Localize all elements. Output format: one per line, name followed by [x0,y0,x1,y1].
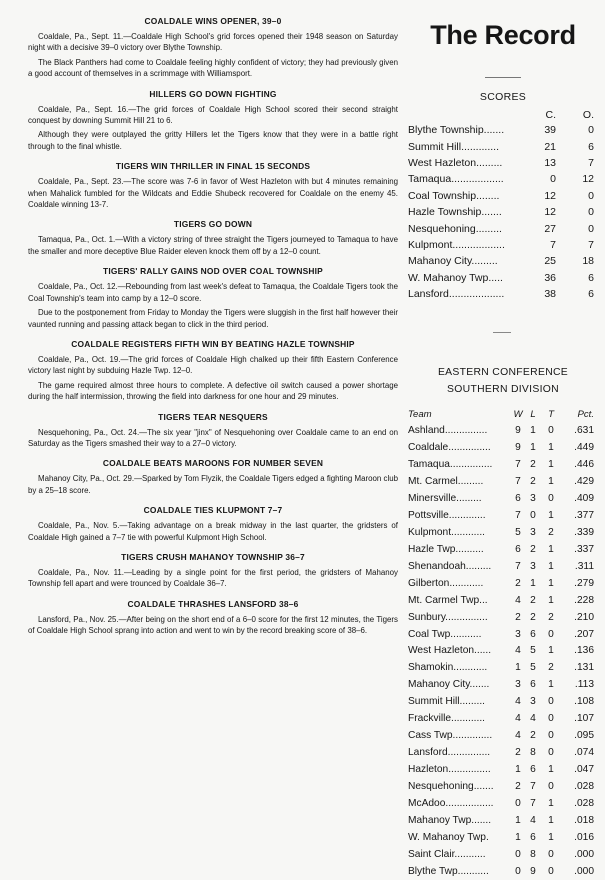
standings-ties: 1 [548,577,554,589]
standings-wins: 3 [515,628,521,640]
score-row [408,286,598,302]
standings-team: Sunbury............... [408,611,488,623]
standings-team: Lansford............... [408,747,491,759]
standings-row [408,626,598,643]
standings-team: Hazleton............... [408,764,491,776]
score-team: Mahanoy City......... [408,255,498,268]
standings-row [408,642,598,659]
standings-pct: .136 [574,645,594,657]
article-paragraph: Coaldale, Pa., Oct. 12.—Rebounding from last week's defeat to Tamaqua, the Coaldale Tigers took the Coal Township's team into camp by a 12–0 score. [28,282,398,303]
standings-ties: 2 [548,662,554,674]
standings-wins: 0 [515,797,521,809]
score-opponent: 6 [588,288,594,301]
scores-header-row [408,109,598,122]
standings-ties: 1 [548,543,554,555]
standings-pct: .446 [574,459,594,471]
standings-ties: 0 [548,865,554,877]
standings-team: West Hazleton...... [408,645,492,657]
article-headline: COALDALE THRASHES LANSFORD 38–6 [127,598,299,609]
standings-team: Coal Twp........... [408,628,482,640]
standings-ties: 0 [548,628,554,640]
article-paragraph: Due to the postponement from Friday to Monday the Tigers were sluggish in the first half however their vaunted running and passing attack began to click in the third period. [28,308,398,329]
article [28,219,398,257]
standings-ties: 2 [548,611,554,623]
standings-row [408,846,598,863]
standings-pct: .377 [574,509,594,521]
score-opponent: 18 [582,255,594,268]
standings-row [408,710,598,727]
standings-losses: 6 [530,679,536,691]
standings-row [408,744,598,761]
standings-ties: 1 [548,476,554,488]
standings-row [408,778,598,795]
article-paragraph: The game required almost three hours to complete. A defective oil switch caused a power shortage during the half intermission, throwing the field into darkness for one hour and 29 minutes. [28,380,398,402]
score-row [408,155,598,171]
standings-ties: 0 [548,425,554,437]
standings-pct: .449 [574,442,594,454]
score-opponent: 0 [588,189,594,202]
standings-table [408,422,598,879]
article-paragraph: Coaldale, Pa., Sept. 11.—Coaldale High School's grid forces opened their 1948 season on Saturday night with a decisive 39–0 victory over Blythe Township. [28,32,398,53]
score-team: Nesquehoning......... [408,222,502,235]
standings-row [408,439,598,456]
score-coaldale: 21 [544,140,556,153]
standings-team: McAdoo................. [408,797,494,809]
standings-team: Frackville............ [408,713,485,725]
score-coaldale: 39 [544,124,556,137]
standings-losses: 3 [530,560,536,572]
standings-losses: 1 [530,442,536,454]
standings-wins: 6 [515,543,521,555]
article-paragraph: Coaldale, Pa., Oct. 19.—The grid forces of Coaldale High chalked up their fifth Eastern Conference victory last night by subduing Hazle Twp. 12–0. [28,354,398,376]
standings-pct: .047 [574,764,594,776]
article-paragraph: The Black Panthers had come to Coaldale feeling highly confident of victory; they had previously given a good account of themselves in a scrimmage with Williamsport. [28,57,398,79]
standings-header-row [408,409,598,422]
scores-o-header: O. [582,109,594,121]
standings-team: Tamaqua............... [408,459,493,471]
standings-losses: 8 [530,848,536,860]
standings-pct: .228 [574,594,594,606]
standings-row [408,541,598,558]
article [28,16,398,80]
score-opponent: 6 [588,271,594,284]
standings-wins: 2 [515,780,521,792]
standings-pct: .000 [574,848,594,860]
standings-losses: 0 [530,509,536,521]
article-paragraph: Coaldale, Pa., Nov. 11.—Leading by a single point for the first period, the gridsters of Mahanoy Township fell apart and were trounced by Coaldale 36–7. [28,567,398,589]
standings-losses: 2 [530,730,536,742]
article-headline: TIGERS WIN THRILLER IN FINAL 15 SECONDS [115,161,311,172]
standings-team: Mahanoy City....... [408,679,490,691]
score-team: Summit Hill............. [408,140,500,153]
standings-wins: 4 [515,594,521,606]
article-paragraph: Coaldale, Pa., Sept. 23.—The score was 7-6 in favor of West Hazleton with but 4 minutes remaining when Mahalick fumbled for the Wildcats and Eddie Shubeck recovered for Coaldale on the enemy 45. Coaldale winning 13-7. [28,177,398,210]
standings-pct: .018 [574,814,594,826]
article-headline: COALDALE BEATS MAROONS FOR NUMBER SEVEN [102,458,324,469]
standings-ties: 1 [548,594,554,606]
standings-pct: .337 [574,543,594,555]
standings-wins: 2 [515,611,521,623]
article [28,412,398,450]
standings-wins: 5 [515,526,521,538]
score-team: W. Mahanoy Twp..... [408,271,503,284]
score-opponent: 6 [588,140,594,153]
standings-ties: 0 [548,713,554,725]
standings-pct: .207 [574,628,594,640]
score-team: Blythe Township....... [408,124,505,137]
article-headline: TIGERS CRUSH MAHANOY TOWNSHIP 36–7 [121,551,305,562]
article [28,339,398,403]
score-row [408,220,598,236]
score-opponent: 7 [588,156,594,169]
article-paragraph: Tamaqua, Pa., Oct. 1.—With a victory string of three straight the Tigers journeyed to Tamaqua to have the smaller and more deceptive Blue Raider eleven knock them off by a 12–0 count. [28,235,398,256]
article-paragraph: Nesquehoning, Pa., Oct. 24.—The six year "jinx" of Nesquehoning over Coaldale came to an end on Saturday as the Tigers smashed their way to a 27–0 victory. [28,427,398,448]
standings-team: Minersville......... [408,493,482,505]
score-row [408,188,598,204]
article [28,552,398,590]
standings-pct: .000 [574,865,594,877]
score-coaldale: 13 [544,156,556,169]
standings-pct: .108 [574,696,594,708]
score-coaldale: 12 [544,189,556,202]
standings-team: Mt. Carmel......... [408,476,484,488]
standings-row [408,761,598,778]
score-team: Coal Township........ [408,189,500,202]
standings-losses: 6 [530,764,536,776]
standings-team: Shamokin............ [408,662,488,674]
standings-losses: 7 [530,780,536,792]
standings-losses: 1 [530,425,536,437]
standings-losses: 3 [530,696,536,708]
standings-t-header: T [548,409,554,421]
score-opponent: 0 [588,124,594,137]
standings-row [408,422,598,439]
article-headline: COALDALE WINS OPENER, 39–0 [144,16,282,26]
score-opponent: 7 [588,238,594,251]
standings-team: Mahanoy Twp....... [408,814,492,826]
standings-ties: 1 [548,560,554,572]
standings-row [408,609,598,626]
score-coaldale: 0 [550,173,556,186]
article-headline: TIGERS GO DOWN [173,219,253,230]
standings-pct: .409 [574,493,594,505]
standings-losses: 6 [530,831,536,843]
score-coaldale: 36 [544,271,556,284]
standings-row [408,490,598,507]
score-team: Tamaqua.................. [408,173,504,186]
standings-wins: 7 [515,560,521,572]
score-opponent: 0 [588,206,594,219]
standings-wins: 1 [515,814,521,826]
score-row [408,138,598,154]
standings-losses: 7 [530,797,536,809]
page-title: The Record [430,20,576,50]
score-coaldale: 7 [550,238,556,251]
division-title: SOUTHERN DIVISION [447,384,559,396]
score-row [408,204,598,220]
standings-row [408,592,598,609]
standings-row [408,863,598,880]
standings-losses: 4 [530,713,536,725]
standings-wins: 4 [515,713,521,725]
standings-team: Mt. Carmel Twp... [408,594,488,606]
article-paragraph: Lansford, Pa., Nov. 25.—After being on the short end of a 6–0 score for the first 12 minutes, the Tigers of Coaldale High School sprang into action and went to win by the record breaking score of 38–6. [28,614,398,636]
score-row [408,237,598,253]
standings-pct: .095 [574,730,594,742]
standings-losses: 3 [530,493,536,505]
score-coaldale: 27 [544,222,556,235]
standings-w-header: W [513,409,523,421]
standings-wins: 9 [515,442,521,454]
article-paragraph: Although they were outplayed the gritty Hillers let the Tigers know that they were in a battle right through to the final whistle. [28,130,398,151]
scores-team-header [408,109,532,122]
standings-ties: 0 [548,848,554,860]
standings-team: Kulpmont............ [408,526,486,538]
score-coaldale: 25 [544,255,556,268]
standings-losses: 5 [530,645,536,657]
standings-pct: .339 [574,526,594,538]
standings-row [408,676,598,693]
standings-team: Cass Twp.............. [408,730,493,742]
standings-pct: .028 [574,797,594,809]
article-paragraph: Mahanoy City, Pa., Oct. 29.—Sparked by Tom Flyzik, the Coaldale Tigers edged a fighting Maroon club by a 25–18 score. [28,474,398,495]
article [28,599,398,637]
article [28,458,398,496]
standings-team: Coaldale............... [408,442,491,454]
standings-losses: 3 [530,526,536,538]
standings-pct: .028 [574,780,594,792]
standings-wins: 7 [515,459,521,471]
standings-wins: 2 [515,747,521,759]
article [28,505,398,543]
standings-ties: 0 [548,696,554,708]
standings-ties: 1 [548,459,554,471]
standings-wins: 4 [515,696,521,708]
standings-ties: 1 [548,814,554,826]
standings-row [408,473,598,490]
standings-pct-header: Pct. [577,409,594,421]
article-paragraph: Coaldale, Pa., Nov. 5.—Taking advantage on a break midway in the last quarter, the gridsters of Coaldale High gained a 7–7 tie with powerful Kulpmont High School. [28,521,398,542]
score-row [408,171,598,187]
standings-losses: 2 [530,459,536,471]
standings-wins: 4 [515,730,521,742]
standings-wins: 0 [515,848,521,860]
standings-row [408,524,598,541]
standings-row [408,829,598,846]
standings-losses: 8 [530,747,536,759]
article-headline: TIGERS' RALLY GAINS NOD OVER COAL TOWNSHIP [103,266,323,277]
score-opponent: 0 [588,222,594,235]
score-team: Lansford................... [408,288,505,301]
score-opponent: 12 [582,173,594,186]
score-team: Hazle Township....... [408,206,502,219]
standings-team-header: Team [408,409,432,421]
standings-team: Ashland............... [408,425,488,437]
article-headline: TIGERS TEAR NESQUERS [158,411,268,422]
article-headline: HILLERS GO DOWN FIGHTING [149,88,277,99]
article [28,161,398,210]
standings-team: Summit Hill......... [408,696,485,708]
standings-pct: .107 [574,713,594,725]
standings-pct: .279 [574,577,594,589]
standings-row [408,693,598,710]
article-headline: COALDALE REGISTERS FIFTH WIN BY BEATING HAZLE TOWNSHIP [71,338,355,349]
standings-pct: .210 [574,611,594,623]
standings-ties: 0 [548,747,554,759]
standings-wins: 7 [515,476,521,488]
standings-wins: 1 [515,831,521,843]
score-row [408,253,598,269]
standings-wins: 6 [515,493,521,505]
score-coaldale: 12 [544,206,556,219]
standings-losses: 2 [530,594,536,606]
standings-row [408,795,598,812]
standings-ties: 1 [548,442,554,454]
standings-pct: .074 [574,747,594,759]
score-row [408,270,598,286]
game-reports-column [28,16,398,646]
standings-losses: 2 [530,543,536,555]
standings-row [408,659,598,676]
standings-team: Blythe Twp........... [408,865,489,877]
standings-pct: .016 [574,831,594,843]
standings-ties: 0 [548,780,554,792]
divider [493,332,511,333]
scores-heading: SCORES [479,91,527,103]
record-column [408,16,598,880]
standings-row [408,507,598,524]
standings-ties: 1 [548,509,554,521]
standings-wins: 0 [515,865,521,877]
article [28,266,398,330]
standings-row [408,727,598,744]
standings-wins: 1 [515,764,521,776]
standings-wins: 2 [515,577,521,589]
standings-losses: 2 [530,476,536,488]
standings-row [408,558,598,575]
score-team: Kulpmont.................. [408,238,505,251]
standings-losses: 2 [530,611,536,623]
standings-team: Pottsville............. [408,509,486,521]
standings-wins: 7 [515,509,521,521]
standings-wins: 9 [515,425,521,437]
standings-row [408,575,598,592]
standings-team: Shenandoah......... [408,560,492,572]
article [28,89,398,153]
standings-pct: .631 [574,425,594,437]
standings-pct: .311 [574,560,594,572]
article-headline: COALDALE TIES KLUPMONT 7–7 [143,505,283,516]
scores-c-header: C. [545,109,556,121]
standings-pct: .131 [574,662,594,674]
article-paragraph: Coaldale, Pa., Sept. 16.—The grid forces of Coaldale High School scored their second straight conquest by downing Summit Hill 21 to 6. [28,104,398,126]
score-row [408,122,598,138]
score-coaldale: 38 [544,288,556,301]
standings-ties: 1 [548,764,554,776]
standings-losses: 5 [530,662,536,674]
standings-row [408,456,598,473]
standings-losses: 9 [530,865,536,877]
standings-losses: 6 [530,628,536,640]
standings-losses: 4 [530,814,536,826]
standings-wins: 1 [515,662,521,674]
standings-row [408,812,598,829]
conference-title: EASTERN CONFERENCE [437,367,569,379]
divider [485,77,521,78]
standings-team: Gilberton............ [408,577,484,589]
standings-ties: 1 [548,831,554,843]
standings-team: Hazle Twp.......... [408,543,484,555]
standings-ties: 1 [548,645,554,657]
standings-ties: 0 [548,493,554,505]
standings-team: Saint Clair........... [408,848,486,860]
standings-wins: 4 [515,645,521,657]
standings-team: Nesquehoning....... [408,780,494,792]
standings-team: W. Mahanoy Twp. [408,831,489,843]
standings-l-header: L [530,409,536,421]
standings-ties: 1 [548,679,554,691]
standings-ties: 0 [548,730,554,742]
standings-losses: 1 [530,577,536,589]
scores-table [408,122,598,302]
standings-pct: .113 [574,679,594,691]
standings-ties: 1 [548,797,554,809]
standings-ties: 2 [548,526,554,538]
standings-wins: 3 [515,679,521,691]
score-team: West Hazleton......... [408,156,503,169]
standings-pct: .429 [574,476,594,488]
